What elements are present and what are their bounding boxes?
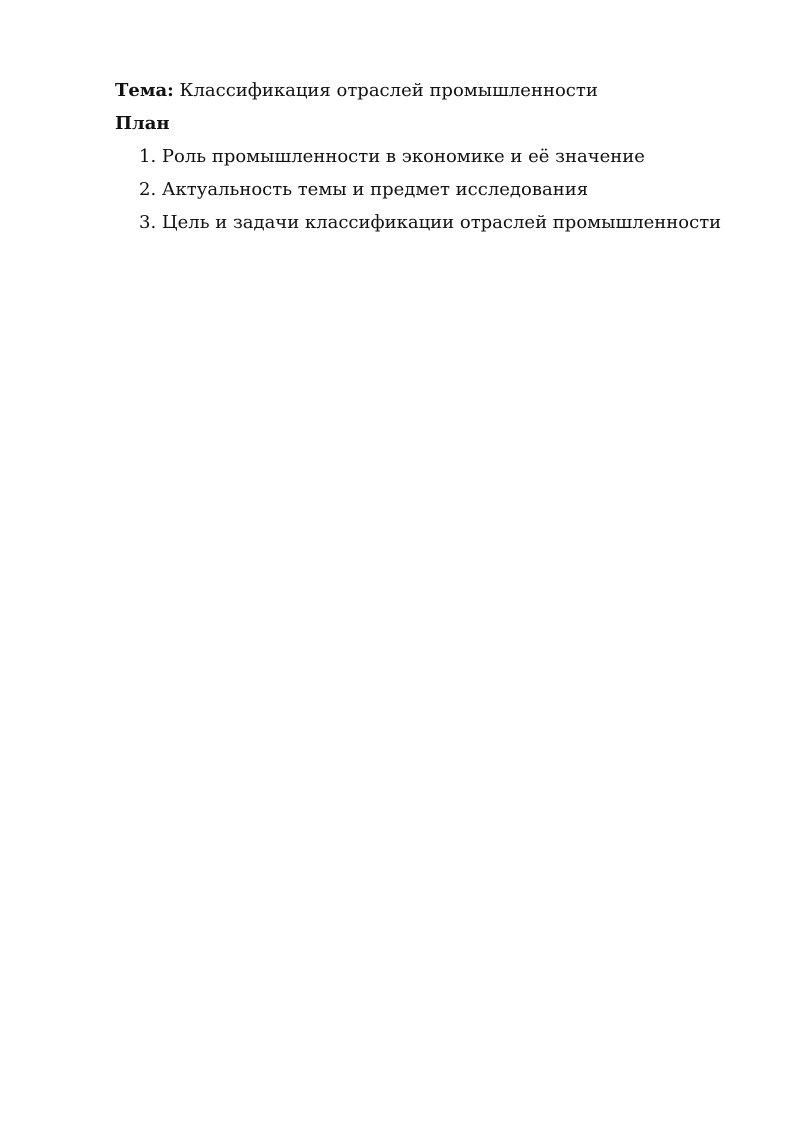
plan-item: [139, 206, 765, 239]
plan-item-number: 2.: [139, 179, 157, 200]
topic-value: Классификация отраслей промышленности: [179, 80, 598, 101]
plan-item-number: 1.: [139, 146, 157, 167]
plan-item-text: Актуальность темы и предмет исследования: [161, 179, 589, 200]
plan-item-text: Цель и задачи классификации отраслей промышленности: [161, 212, 722, 233]
plan-list: [115, 140, 765, 239]
topic-label: Тема:: [115, 80, 174, 101]
document-content: [115, 74, 765, 239]
plan-item-number: 3.: [139, 212, 157, 233]
plan-heading: План: [115, 113, 170, 134]
plan-item-text: Роль промышленности в экономике и её значение: [161, 146, 645, 167]
plan-item: [139, 173, 765, 206]
plan-item: [139, 140, 765, 173]
topic-line: [115, 74, 765, 107]
